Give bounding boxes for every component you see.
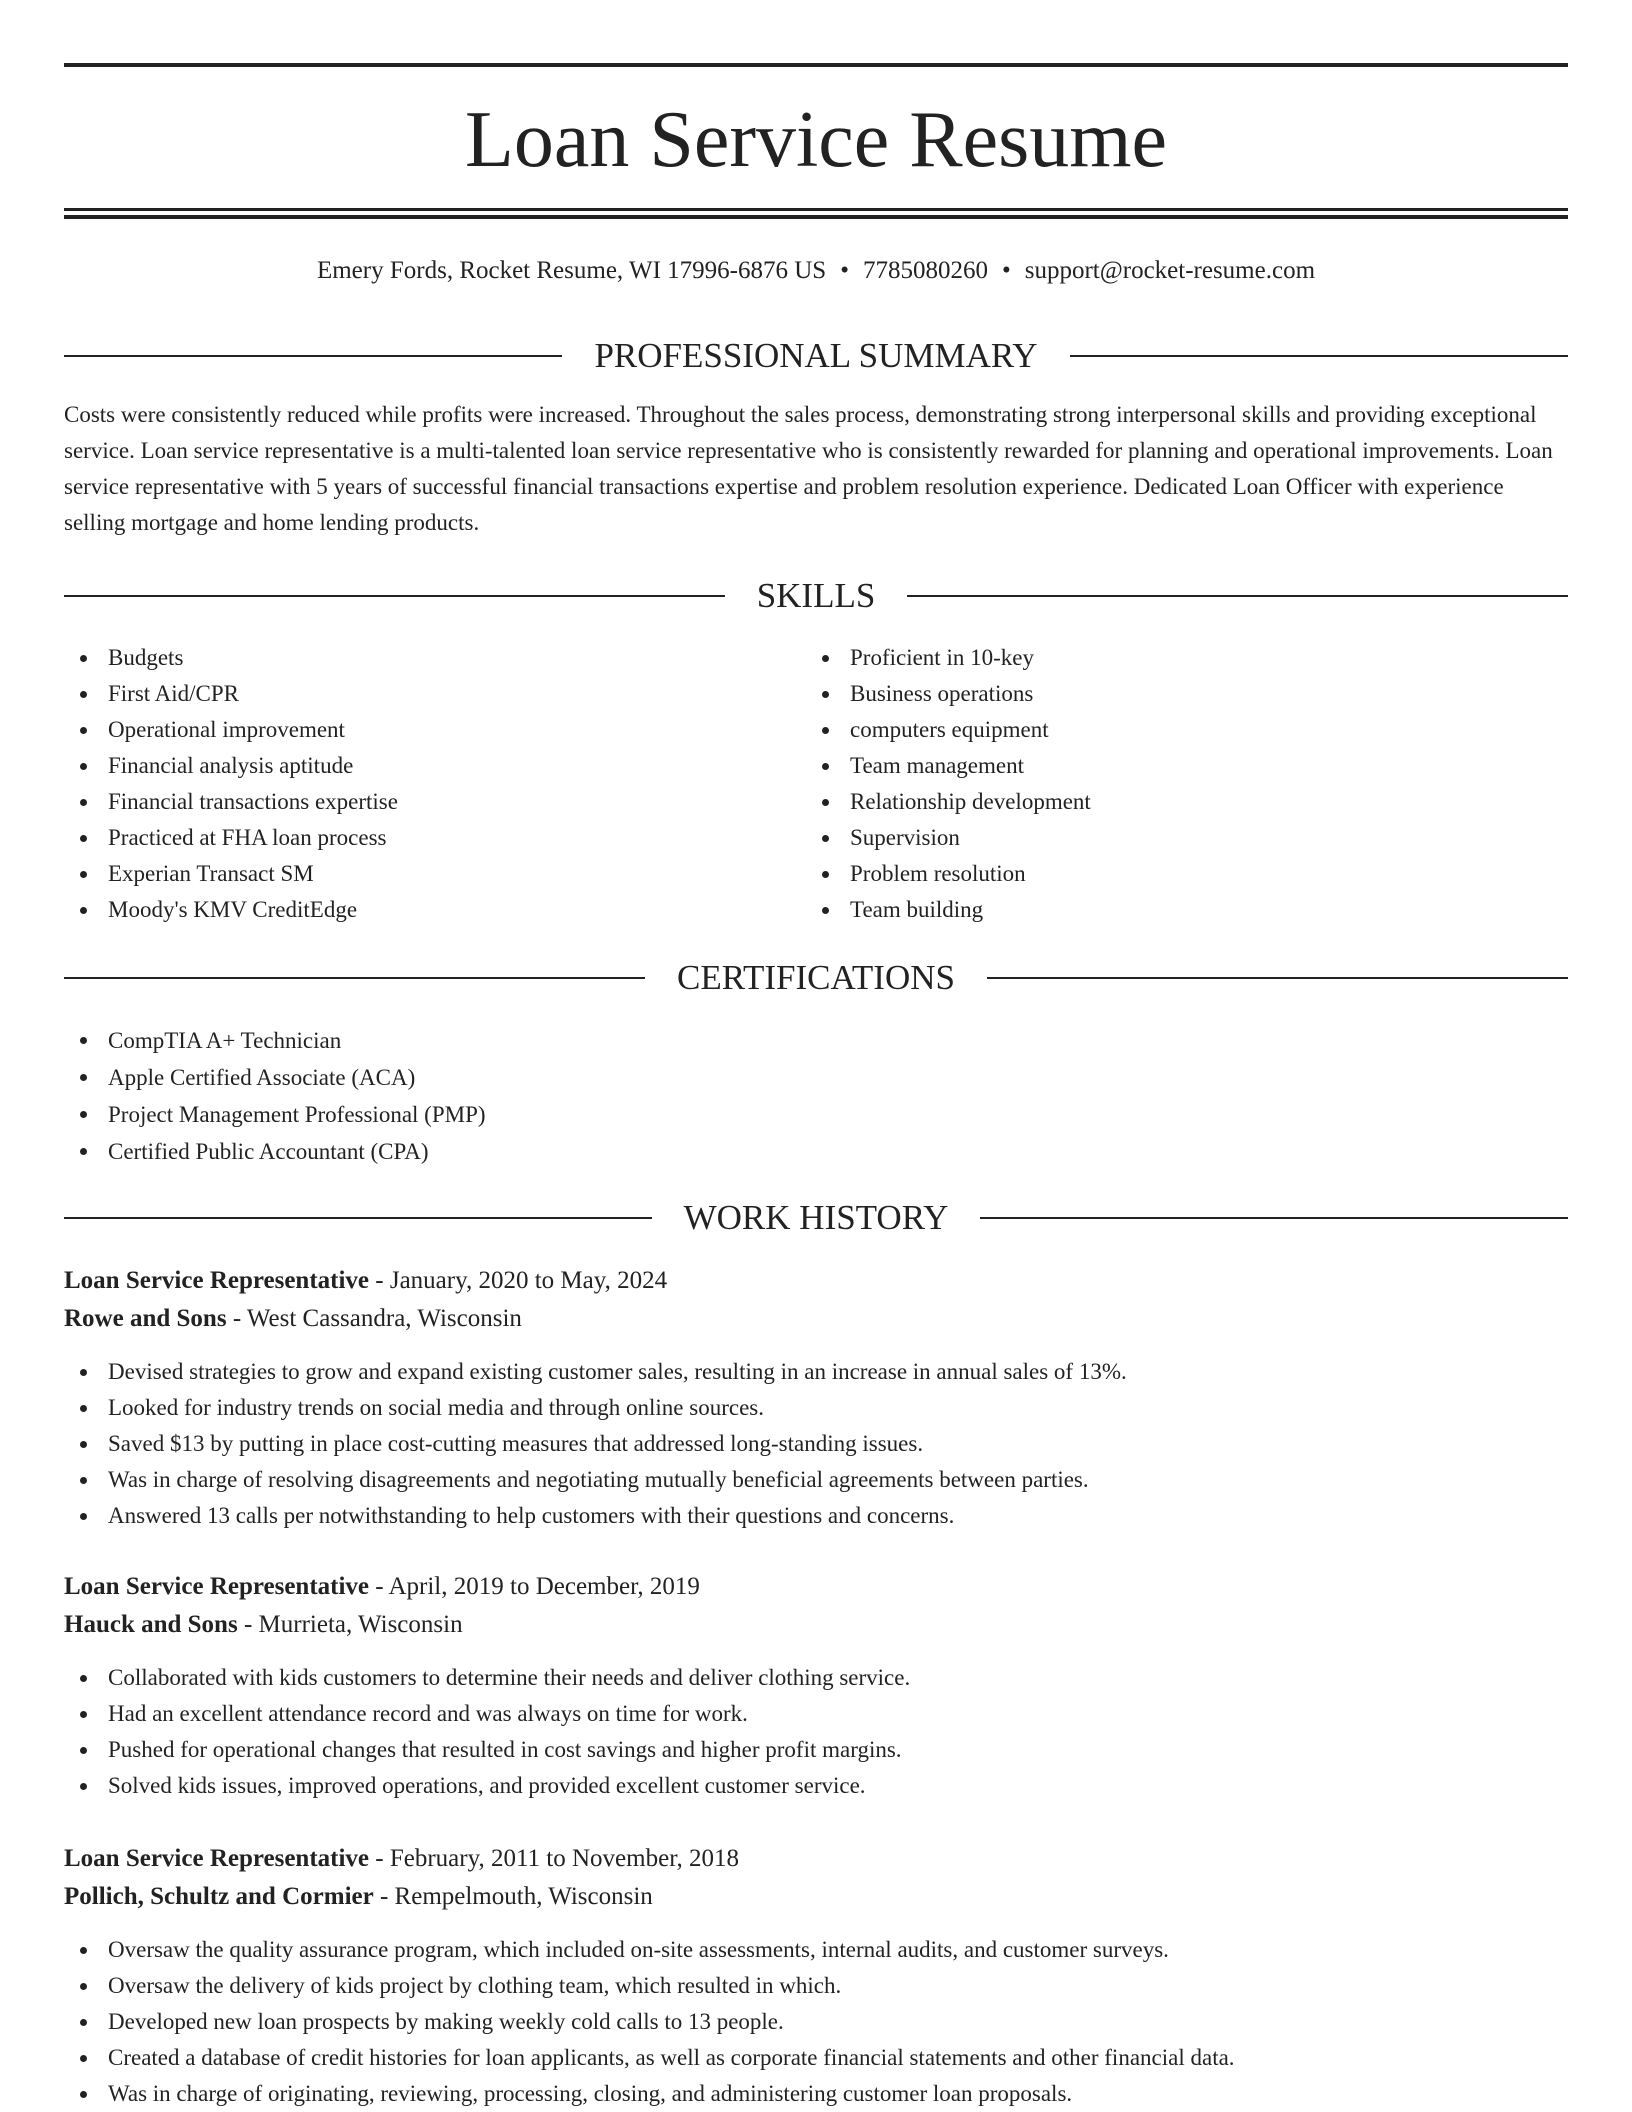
- summary-text: Costs were consistently reduced while profits were increased. Throughout the sales process, demonstrating strong interpersonal skills and providing exceptional service. Loan service representative is a multi-talented loan service representative who is consistently rewarded for planning and operational improvements. Loan service representative with 5 years of successful financial transactions expertise and problem resolution experience. Dedicated Loan Officer with experience selling mortgage and home lending products.: [64, 402, 1553, 535]
- list-item: Apple Certified Associate (ACA): [64, 1059, 1568, 1096]
- list-item: Saved $13 by putting in place cost-cutting measures that addressed long-standing issues.: [64, 1426, 1568, 1462]
- job-role-line: [64, 1568, 1568, 1606]
- job-dates: - April, 2019 to December, 2019: [369, 1573, 700, 1600]
- list-item: Proficient in 10-key: [806, 640, 1566, 676]
- list-item: Certified Public Accountant (CPA): [64, 1133, 1568, 1170]
- heading-rule: [1070, 355, 1568, 357]
- job-location: - West Cassandra, Wisconsin: [226, 1305, 522, 1332]
- title-rule-upper: [64, 208, 1568, 211]
- job-company: Rowe and Sons: [64, 1305, 227, 1332]
- heading-rule: [980, 1217, 1568, 1219]
- list-item: Financial analysis aptitude: [64, 748, 804, 784]
- job-company-line: [64, 1300, 1568, 1338]
- skills-heading-label: SKILLS: [756, 576, 876, 615]
- contact-phone: 7785080260: [862, 257, 988, 284]
- contact-address: Emery Fords, Rocket Resume, WI 17996-6876 US: [316, 257, 827, 284]
- job-role-line: [64, 1262, 1568, 1300]
- work-history-heading: [64, 1196, 1568, 1240]
- title-rule-lower: [64, 215, 1568, 219]
- job-company-line: [64, 1606, 1568, 1644]
- contact-email: support@rocket-resume.com: [1024, 257, 1316, 284]
- list-item: Devised strategies to grow and expand existing customer sales, resulting in an increase in annual sales of 13%.: [64, 1354, 1568, 1390]
- list-item: computers equipment: [806, 712, 1566, 748]
- job-title: Loan Service Representative: [64, 1573, 370, 1600]
- list-item: Oversaw the delivery of kids project by clothing team, which resulted in which.: [64, 1968, 1568, 2004]
- list-item: Supervision: [806, 820, 1566, 856]
- skills-list-right: [806, 640, 1566, 928]
- job-bullets: [64, 1354, 1568, 1534]
- list-item: Project Management Professional (PMP): [64, 1096, 1568, 1133]
- certifications-list: [64, 1022, 1568, 1170]
- list-item: Business operations: [806, 676, 1566, 712]
- top-rule: [64, 63, 1568, 67]
- heading-rule: [987, 977, 1568, 979]
- list-item: Developed new loan prospects by making weekly cold calls to 13 people.: [64, 2004, 1568, 2040]
- list-item: Team building: [806, 892, 1566, 928]
- list-item: First Aid/CPR: [64, 676, 804, 712]
- list-item: Team management: [806, 748, 1566, 784]
- skills-heading: [64, 574, 1568, 618]
- job-location: - Murrieta, Wisconsin: [237, 1611, 463, 1638]
- contact-separator: •: [1001, 257, 1011, 284]
- summary-heading-label: PROFESSIONAL SUMMARY: [594, 336, 1038, 375]
- job-company: Hauck and Sons: [64, 1611, 238, 1638]
- page-title: Loan Service Resume: [465, 96, 1167, 184]
- job-entry: [64, 1262, 1568, 1534]
- list-item: Looked for industry trends on social media and through online sources.: [64, 1390, 1568, 1426]
- heading-rule: [64, 355, 562, 357]
- list-item: Was in charge of originating, reviewing, processing, closing, and administering customer loan proposals.: [64, 2076, 1568, 2112]
- contact-separator: •: [840, 257, 849, 284]
- list-item: Had an excellent attendance record and was always on time for work.: [64, 1696, 1568, 1732]
- list-item: Answered 13 calls per notwithstanding to help customers with their questions and concerns.: [64, 1498, 1568, 1534]
- list-item: Was in charge of resolving disagreements and negotiating mutually beneficial agreements between parties.: [64, 1462, 1568, 1498]
- list-item: Practiced at FHA loan process: [64, 820, 804, 856]
- job-dates: - February, 2011 to November, 2018: [369, 1845, 740, 1872]
- work-history-heading-label: WORK HISTORY: [683, 1198, 949, 1237]
- heading-rule: [907, 595, 1568, 597]
- list-item: Oversaw the quality assurance program, which included on-site assessments, internal audits, and customer surveys.: [64, 1932, 1568, 1968]
- list-item: Collaborated with kids customers to determine their needs and deliver clothing service.: [64, 1660, 1568, 1696]
- list-item: Operational improvement: [64, 712, 804, 748]
- list-item: Relationship development: [806, 784, 1566, 820]
- job-title: Loan Service Representative: [64, 1267, 370, 1294]
- heading-rule: [64, 595, 725, 597]
- heading-rule: [64, 1217, 652, 1219]
- list-item: Financial transactions expertise: [64, 784, 804, 820]
- job-role-line: [64, 1840, 1568, 1878]
- list-item: Pushed for operational changes that resulted in cost savings and higher profit margins.: [64, 1732, 1568, 1768]
- list-item: Problem resolution: [806, 856, 1566, 892]
- job-location: - Rempelmouth, Wisconsin: [373, 1883, 653, 1910]
- job-dates: - January, 2020 to May, 2024: [369, 1267, 668, 1294]
- job-bullets: [64, 1660, 1568, 1804]
- job-title: Loan Service Representative: [64, 1845, 370, 1872]
- job-company-line: [64, 1878, 1568, 1916]
- heading-rule: [64, 977, 645, 979]
- skills-list-left: [64, 640, 804, 928]
- job-entry: [64, 1840, 1568, 2112]
- job-entry: [64, 1568, 1568, 1804]
- list-item: Created a database of credit histories for loan applicants, as well as corporate financial statements and other financial data.: [64, 2040, 1568, 2076]
- job-company: Pollich, Schultz and Cormier: [64, 1883, 374, 1910]
- list-item: CompTIA A+ Technician: [64, 1022, 1568, 1059]
- contact-line: [64, 254, 1568, 288]
- list-item: Solved kids issues, improved operations, and provided excellent customer service.: [64, 1768, 1568, 1804]
- certifications-heading-label: CERTIFICATIONS: [677, 958, 955, 997]
- job-bullets: [64, 1932, 1568, 2112]
- list-item: Moody's KMV CreditEdge: [64, 892, 804, 928]
- list-item: Budgets: [64, 640, 804, 676]
- list-item: Experian Transact SM: [64, 856, 804, 892]
- certifications-heading: [64, 956, 1568, 1000]
- summary-heading: [64, 334, 1568, 378]
